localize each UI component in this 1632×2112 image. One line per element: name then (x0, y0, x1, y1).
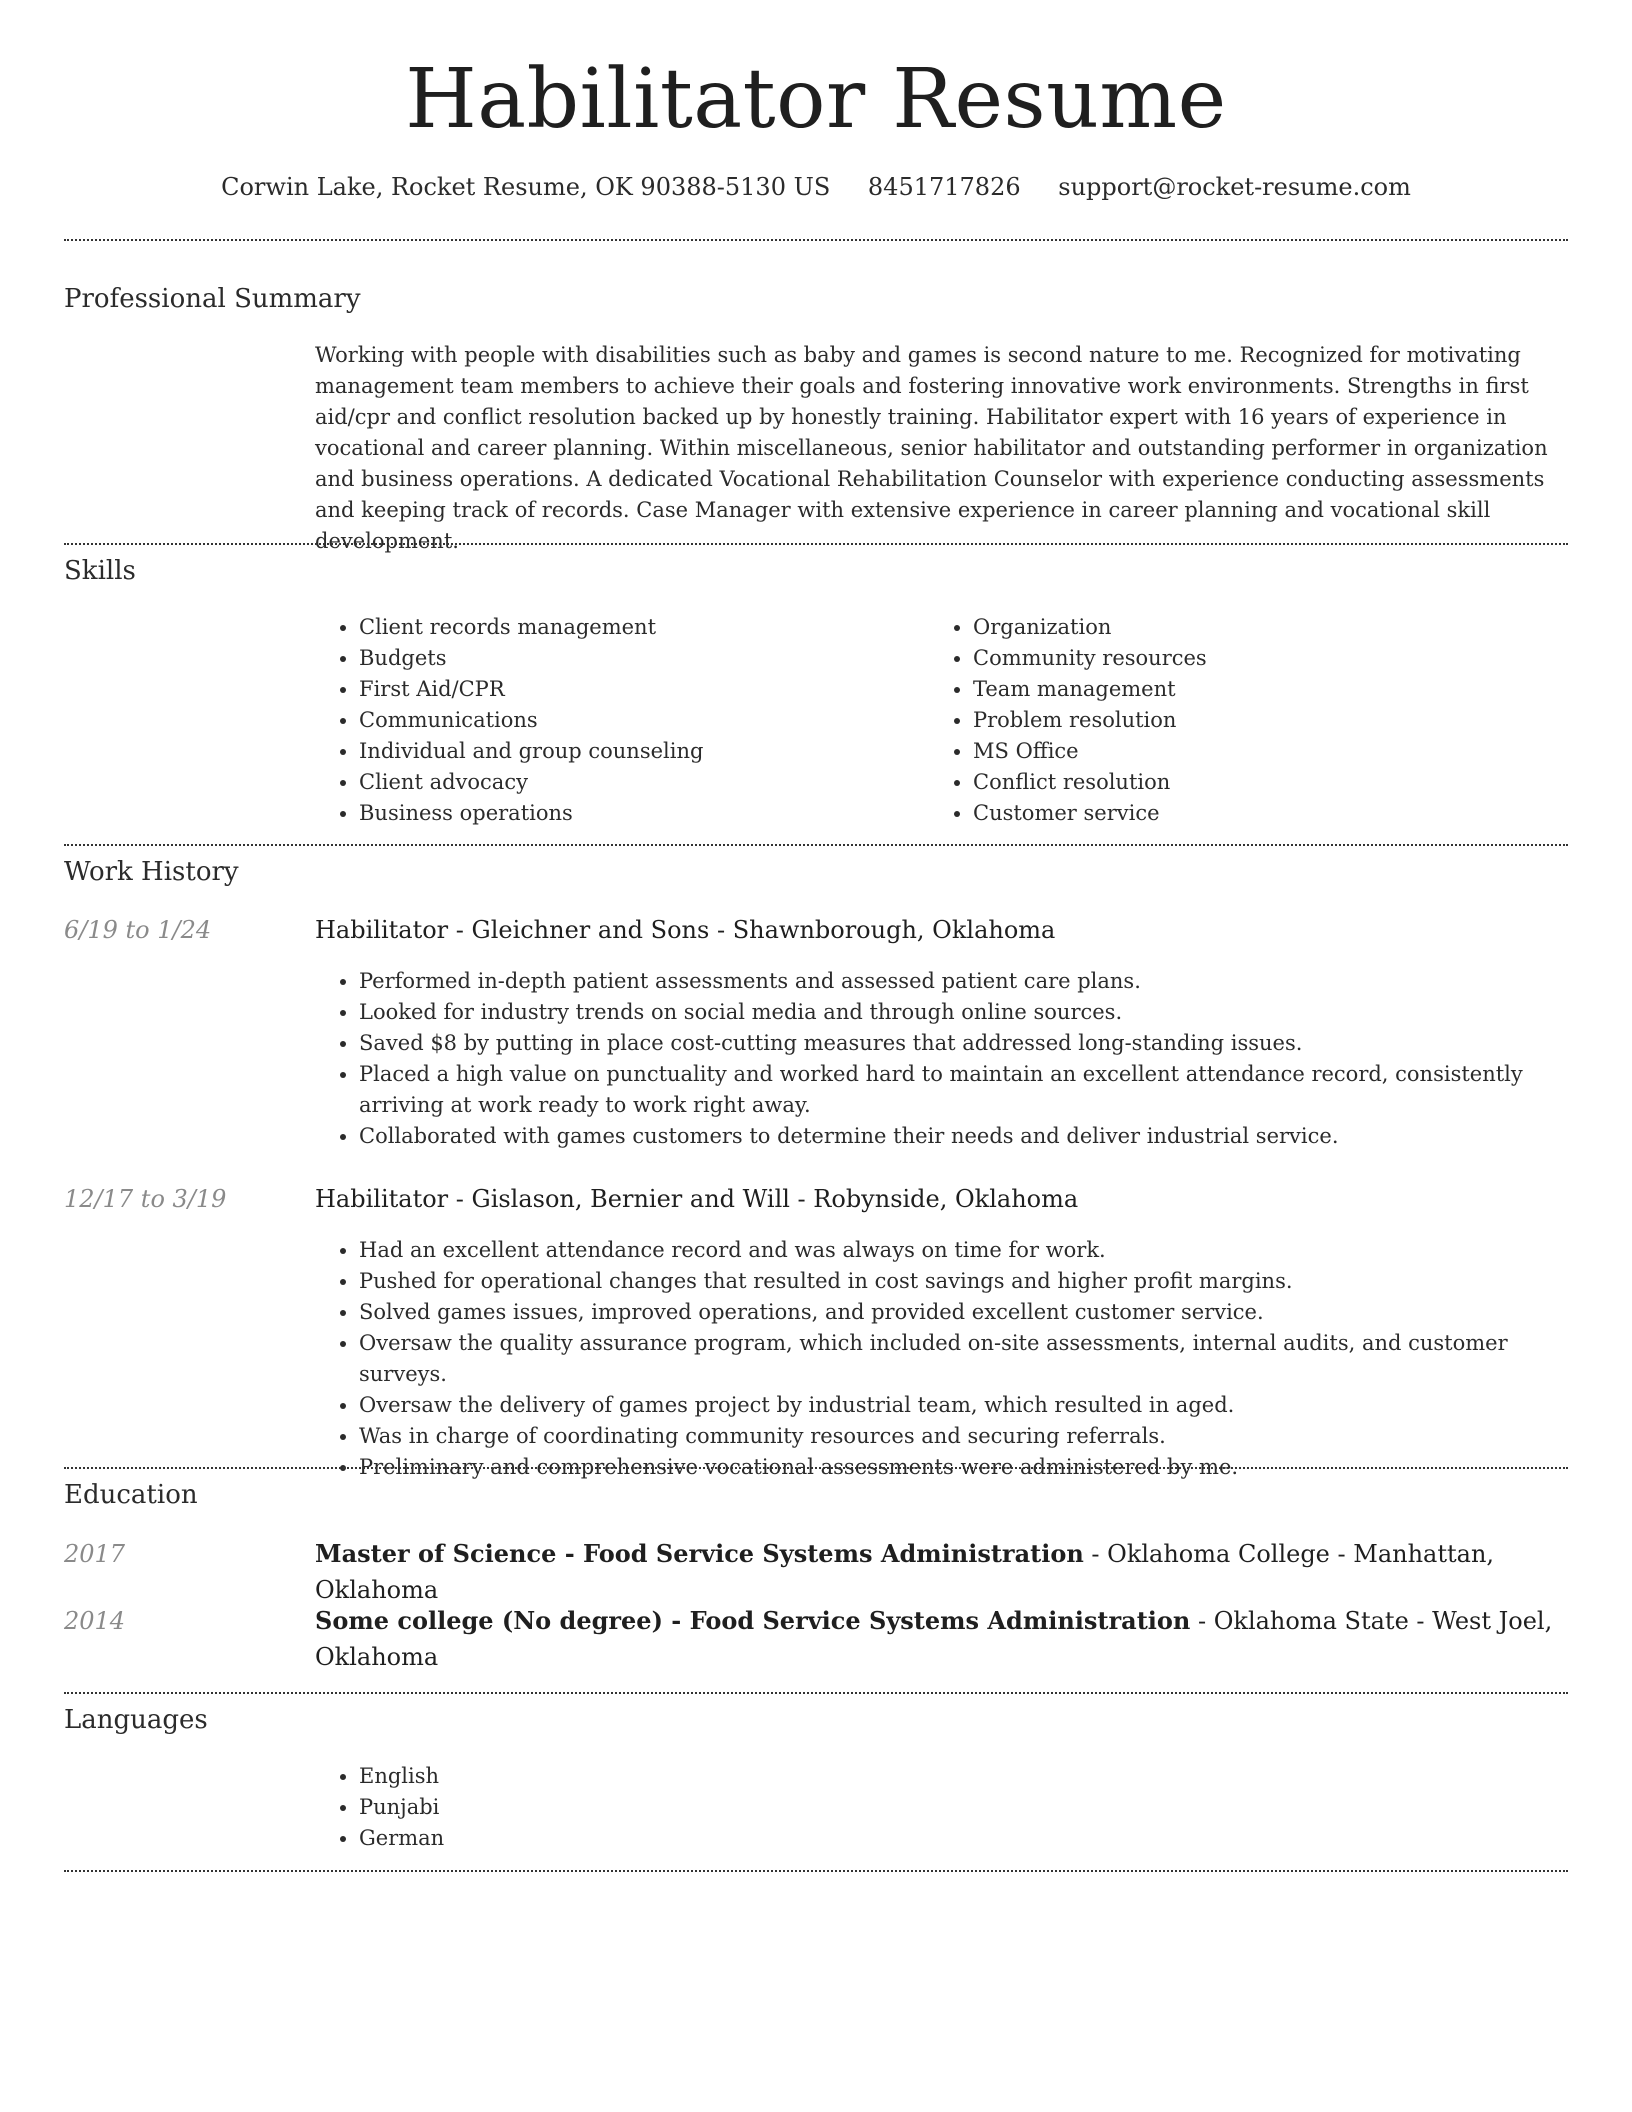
education-entry (315, 1536, 1570, 1608)
education-school: - Oklahoma State - West Joel, Oklahoma (315, 1607, 1553, 1671)
language-item: • English (359, 1761, 959, 1792)
education-degree: Some college (No degree) - Food Service Systems Administration (315, 1606, 1191, 1635)
skill-item: • Community resources (973, 643, 1573, 674)
resume-title: Habilitator Resume (405, 52, 1227, 147)
job-bullet: • Placed a high value on punctuality and worked hard to maintain an excellent attendance record, consistently arriving at work ready to work right away. (359, 1059, 1589, 1121)
job-title: Habilitator - Gislason, Bernier and Will - Robynside, Oklahoma (315, 1185, 1079, 1213)
languages-heading: Languages (64, 1705, 208, 1735)
skill-item: • First Aid/CPR (359, 674, 919, 705)
skill-item: • Individual and group counseling (359, 736, 919, 767)
skill-item: • Budgets (359, 643, 919, 674)
contact-email: support@rocket-resume.com (1058, 173, 1411, 201)
job-bullets (315, 1235, 1589, 1483)
languages-list (315, 1761, 959, 1854)
education-entry (315, 1603, 1570, 1675)
skill-item: • Problem resolution (973, 705, 1573, 736)
education-year: 2017 (64, 1540, 126, 1568)
section-divider (64, 844, 1568, 846)
job-dates: 6/19 to 1/24 (64, 916, 212, 944)
job-bullet: • Was in charge of coordinating community resources and securing referrals. (359, 1421, 1589, 1452)
job-bullet: • Oversaw the delivery of games project by industrial team, which resulted in aged. (359, 1390, 1589, 1421)
skill-item: • MS Office (973, 736, 1573, 767)
education-heading: Education (64, 1480, 198, 1510)
job-bullet: • Oversaw the quality assurance program, which included on-site assessments, internal audits, and customer surveys. (359, 1328, 1589, 1390)
skills-list-right (929, 612, 1573, 829)
section-divider (64, 543, 1568, 545)
language-item: • Punjabi (359, 1792, 959, 1823)
job-bullet: • Pushed for operational changes that resulted in cost savings and higher profit margins. (359, 1266, 1589, 1297)
language-item: • German (359, 1823, 959, 1854)
skill-item: • Team management (973, 674, 1573, 705)
job-bullets (315, 966, 1589, 1152)
summary-heading: Professional Summary (64, 284, 361, 314)
section-divider (64, 239, 1568, 241)
job-bullet: • Saved $8 by putting in place cost-cutting measures that addressed long-standing issues. (359, 1028, 1589, 1059)
skill-item: • Client records management (359, 612, 919, 643)
job-bullet: • Solved games issues, improved operations, and provided excellent customer service. (359, 1297, 1589, 1328)
job-bullet: • Collaborated with games customers to determine their needs and deliver industrial service. (359, 1121, 1589, 1152)
skills-heading: Skills (64, 556, 136, 586)
skill-item: • Organization (973, 612, 1573, 643)
section-divider (64, 1692, 1568, 1694)
work-heading: Work History (64, 857, 239, 887)
job-bullet: • Had an excellent attendance record and was always on time for work. (359, 1235, 1589, 1266)
section-divider (64, 1467, 1568, 1469)
section-divider (64, 1870, 1568, 1872)
skills-list-left (315, 612, 919, 829)
contact-line (0, 170, 1632, 204)
education-year: 2014 (64, 1607, 126, 1635)
job-bullet: • Preliminary and comprehensive vocational assessments were administered by me. (359, 1452, 1589, 1483)
job-bullet: • Looked for industry trends on social media and through online sources. (359, 997, 1589, 1028)
job-title: Habilitator - Gleichner and Sons - Shawnborough, Oklahoma (315, 916, 1056, 944)
skill-item: • Client advocacy (359, 767, 919, 798)
contact-phone: 8451717826 (867, 173, 1021, 201)
skill-item: • Business operations (359, 798, 919, 829)
skill-item: • Conflict resolution (973, 767, 1573, 798)
skill-item: • Customer service (973, 798, 1573, 829)
job-dates: 12/17 to 3/19 (64, 1185, 227, 1213)
skill-item: • Communications (359, 705, 919, 736)
summary-text: Working with people with disabilities such as baby and games is second nature to me. Recognized for motivating management team members to achieve their goals and fostering innovative work environments. Strengths in first aid/cpr and conflict resolution backed up by honestly training. Habilitator expert with 16 years of experience in vocational and career planning. Within miscellaneous, senior habilitator and outstanding performer in organization and business operations. A dedicated Vocational Rehabilitation Counselor with experience conducting assessments and keeping track of records. Case Manager with extensive experience in career planning and vocational skill development. (315, 343, 1548, 553)
contact-address: Corwin Lake, Rocket Resume, OK 90388-5130 US (221, 173, 831, 201)
education-degree: Master of Science - Food Service Systems Administration (315, 1539, 1084, 1568)
education-school: - Oklahoma College - Manhattan, Oklahoma (315, 1540, 1495, 1604)
job-bullet: • Performed in-depth patient assessments and assessed patient care plans. (359, 966, 1589, 997)
